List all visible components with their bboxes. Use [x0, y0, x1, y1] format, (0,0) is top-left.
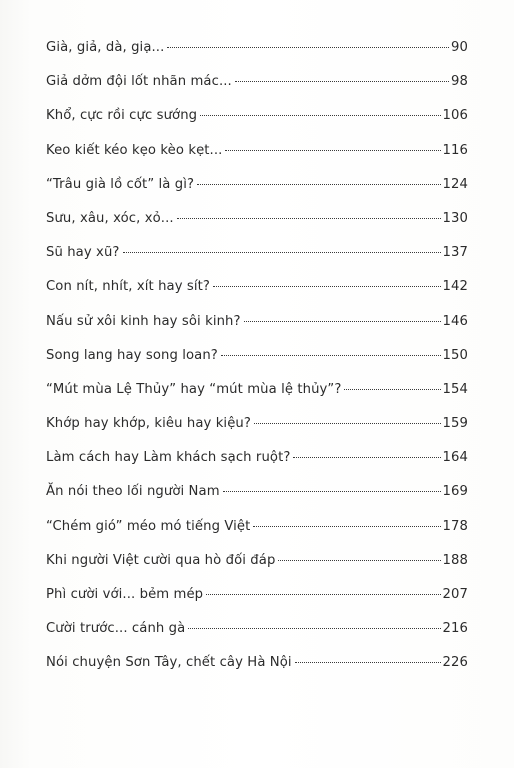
dot-leader [235, 81, 449, 82]
toc-entry-page: 154 [442, 381, 468, 397]
toc-entry [46, 40, 468, 74]
toc-entry-page: 106 [442, 108, 468, 124]
toc-entry-page: 130 [442, 210, 468, 226]
toc-entry-title: Làm cách hay Làm khách sạch ruột? [46, 450, 291, 466]
toc-entry [46, 553, 468, 587]
toc-entry-title: “Trâu già lồ cốt” là gì? [46, 176, 195, 192]
toc-entry-title: Cười trước... cánh gà [46, 621, 186, 637]
toc-entry-page: 98 [451, 74, 468, 90]
toc-entry [46, 245, 468, 279]
dot-leader [188, 628, 440, 629]
dot-leader [206, 594, 440, 595]
dot-leader [295, 662, 441, 663]
dot-leader [244, 321, 441, 322]
toc-entry-page: 116 [442, 142, 468, 158]
toc-entry [46, 621, 468, 655]
toc-entry [46, 108, 468, 142]
toc-entry [46, 450, 468, 484]
toc-entry-page: 146 [442, 313, 468, 329]
toc-entry-page: 90 [451, 40, 468, 55]
toc-entry-page: 142 [442, 279, 468, 295]
toc-entry-title: Con nít, nhít, xít hay sít? [46, 279, 211, 295]
dot-leader [221, 355, 441, 356]
toc-entry-title: Già, giả, dà, giạ... [46, 40, 165, 55]
toc-entry-page: 137 [442, 245, 468, 261]
toc-entry-title: Keo kiết kéo kẹo kèo kẹt... [46, 142, 223, 158]
toc-entry [46, 416, 468, 450]
toc-entry-page: 150 [442, 347, 468, 363]
dot-leader [225, 150, 440, 151]
dot-leader [253, 526, 440, 527]
toc-entry [46, 74, 468, 108]
toc-entry-title: Nấu sử xôi kinh hay sôi kinh? [46, 313, 241, 329]
toc-entry-title: Nói chuyện Sơn Tây, chết cây Hà Nội [46, 655, 292, 671]
toc-entry-title: Sưu, xâu, xóc, xỏ... [46, 210, 174, 226]
dot-leader [213, 286, 441, 287]
toc-entry [46, 348, 468, 382]
dot-leader [293, 457, 440, 458]
toc-entry-title: Sũ hay xũ? [46, 245, 120, 261]
table-of-contents [46, 40, 468, 690]
toc-entry-page: 178 [442, 518, 468, 534]
toc-entry-page: 216 [442, 621, 468, 637]
toc-entry [46, 177, 468, 211]
toc-entry [46, 655, 468, 689]
toc-entry-page: 226 [442, 655, 468, 671]
toc-entry-title: Khớp hay khớp, kiêu hay kiệu? [46, 416, 251, 432]
dot-leader [123, 252, 441, 253]
toc-entry-title: Khi người Việt cười qua hò đối đáp [46, 552, 276, 568]
dot-leader [278, 560, 440, 561]
toc-entry-page: 124 [442, 176, 468, 192]
toc-entry-page: 169 [442, 484, 468, 500]
toc-entry-title: Giả dởm đội lốt nhãn mác... [46, 74, 232, 90]
toc-entry-title: Khổ, cực rồi cực sướng [46, 108, 198, 124]
toc-entry-page: 164 [442, 450, 468, 466]
toc-entry [46, 211, 468, 245]
toc-entry [46, 519, 468, 553]
toc-entry-title: “Chém gió” méo mó tiếng Việt [46, 518, 251, 534]
dot-leader [197, 184, 440, 185]
dot-leader [200, 115, 440, 116]
toc-entry [46, 382, 468, 416]
toc-entry [46, 587, 468, 621]
toc-entry [46, 484, 468, 518]
toc-entry-title: Ăn nói theo lối người Nam [46, 484, 220, 500]
toc-entry [46, 143, 468, 177]
dot-leader [223, 491, 441, 492]
toc-entry-page: 159 [442, 416, 468, 432]
dot-leader [167, 47, 449, 48]
toc-entry [46, 279, 468, 313]
dot-leader [344, 389, 440, 390]
dot-leader [177, 218, 441, 219]
dot-leader [254, 423, 441, 424]
toc-entry-page: 207 [442, 587, 468, 602]
toc-entry [46, 314, 468, 348]
toc-entry-title: Song lang hay song loan? [46, 347, 218, 363]
toc-entry-page: 188 [442, 552, 468, 568]
toc-entry-title: “Mút mùa Lệ Thủy” hay “mút mùa lệ thủy”? [46, 381, 342, 397]
toc-entry-title: Phì cười với... bẻm mép [46, 587, 204, 602]
